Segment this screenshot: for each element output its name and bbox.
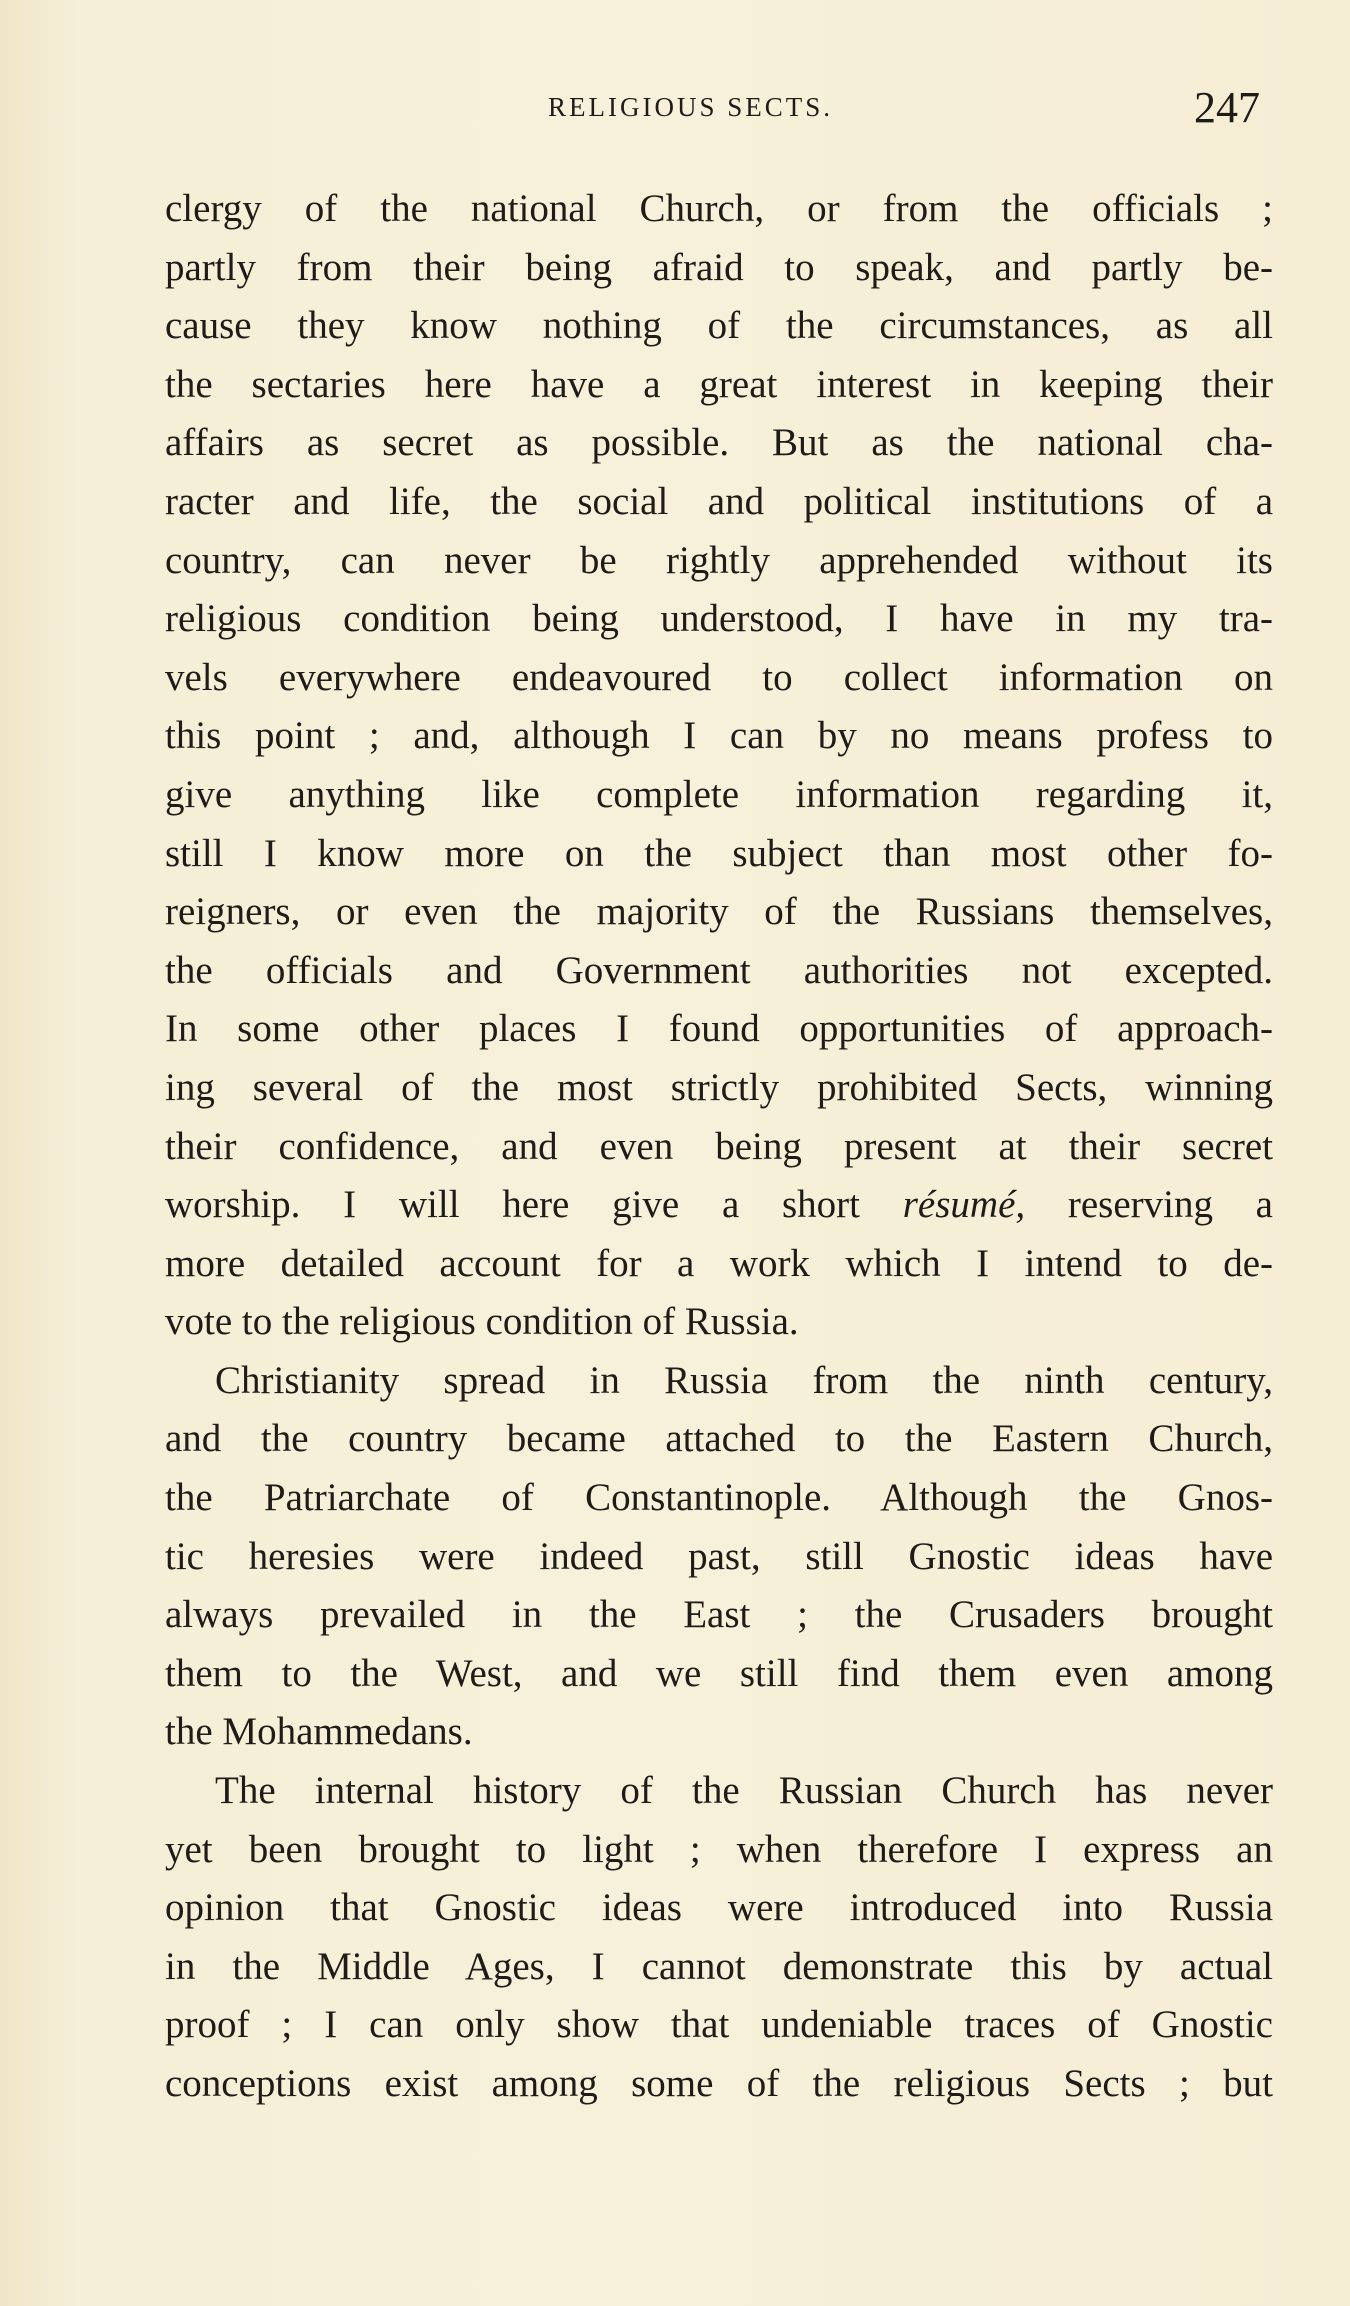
text-line: cause they know nothing of the circumstances, as all xyxy=(165,304,1273,348)
text-line: In some other places I found opportunities of approach- xyxy=(165,1007,1273,1051)
text-line: in the Middle Ages, I cannot demonstrate this by actual xyxy=(165,1944,1273,1988)
text-line: the Mohammedans. xyxy=(165,1710,473,1754)
text-line: racter and life, the social and political institutions of a xyxy=(165,479,1273,523)
text-line: the sectaries here have a great interest in keeping their xyxy=(165,362,1273,406)
text-line: the officials and Government authorities not excepted. xyxy=(165,948,1273,992)
text-line: vels everywhere endeavoured to collect information on xyxy=(165,655,1273,699)
text-line: clergy of the national Church, or from the officials ; xyxy=(165,187,1273,230)
text-line: The internal history of the Russian Church has never xyxy=(215,1769,1273,1813)
text-line: this point ; and, although I can by no means profess to xyxy=(165,714,1273,758)
text-line: still I know more on the subject than most other fo- xyxy=(165,831,1273,875)
text-line: proof ; I can only show that undeniable traces of Gnostic xyxy=(165,2003,1273,2047)
text-line: partly from their being afraid to speak, and partly be- xyxy=(165,245,1273,289)
text-line: country, can never be rightly apprehended without its xyxy=(165,538,1273,582)
italic-term: résumé, xyxy=(902,1183,1026,1227)
text-segment: reserving a xyxy=(1025,1183,1273,1227)
running-title: RELIGIOUS SECTS. xyxy=(548,92,834,122)
text-line: conceptions exist among some of the religious Sects ; but xyxy=(165,2062,1273,2105)
text-line: and the country became attached to the Eastern Church, xyxy=(165,1417,1273,1461)
body-text xyxy=(165,180,1273,2114)
text-line-with-italic xyxy=(165,1176,1273,1235)
text-line: vote to the religious condition of Russia. xyxy=(165,1300,799,1344)
text-line: them to the West, and we still find them even among xyxy=(165,1651,1273,1695)
text-line: Christianity spread in Russia from the ninth century, xyxy=(215,1358,1273,1402)
text-line: more detailed account for a work which I intend to de- xyxy=(165,1241,1273,1285)
text-line: yet been brought to light ; when therefore I express an xyxy=(165,1827,1273,1871)
text-line: opinion that Gnostic ideas were introduced into Russia xyxy=(165,1886,1273,1930)
text-line: reigners, or even the majority of the Russians themselves, xyxy=(165,890,1273,934)
text-line: affairs as secret as possible. But as the national cha- xyxy=(165,421,1273,465)
text-line: religious condition being understood, I have in my tra- xyxy=(165,597,1273,641)
text-line: give anything like complete information regarding it, xyxy=(165,772,1273,816)
text-line: ing several of the most strictly prohibited Sects, winning xyxy=(165,1065,1273,1109)
running-header xyxy=(0,82,1350,132)
text-line: the Patriarchate of Constantinople. Although the Gnos- xyxy=(165,1476,1273,1520)
page-number: 247 xyxy=(1194,83,1260,132)
text-line: tic heresies were indeed past, still Gnostic ideas have xyxy=(165,1534,1273,1578)
text-line: their confidence, and even being present at their secret xyxy=(165,1124,1273,1168)
text-line: always prevailed in the East ; the Crusaders brought xyxy=(165,1593,1273,1637)
text-segment: worship. I will here give a short xyxy=(165,1183,903,1227)
